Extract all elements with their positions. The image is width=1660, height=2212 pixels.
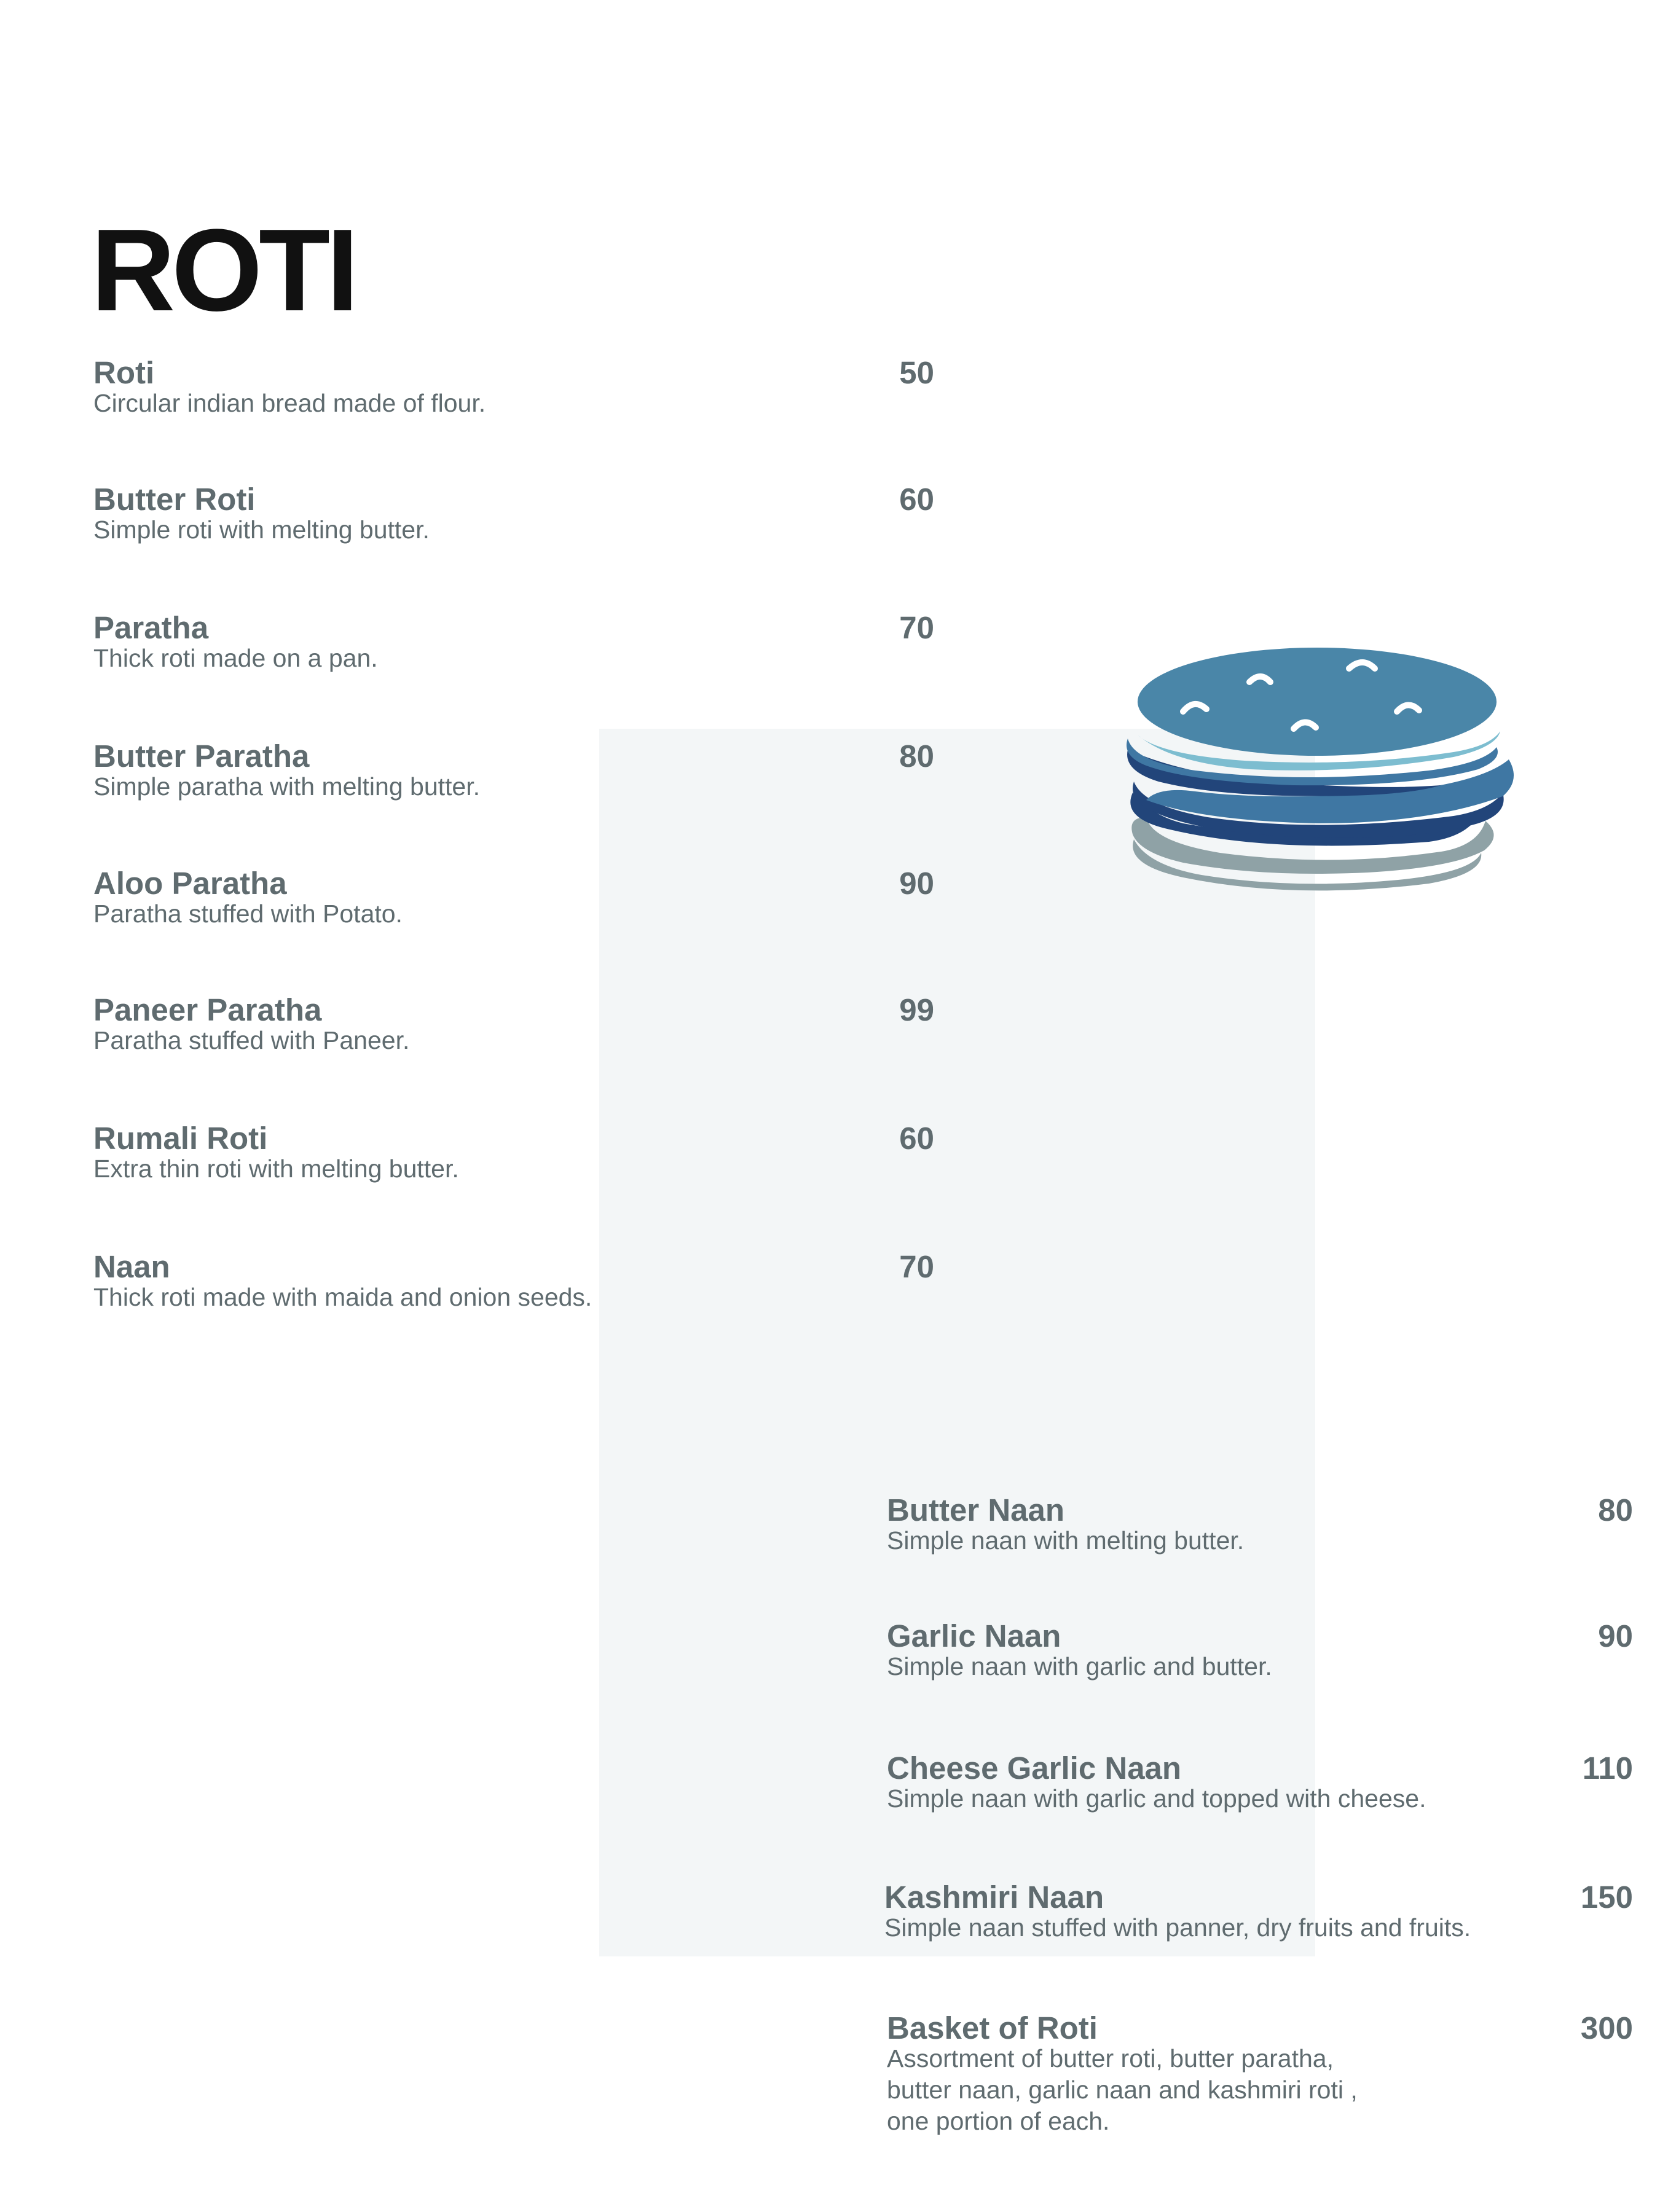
- item-description: Circular indian bread made of flour.: [93, 389, 486, 417]
- item-price: 300: [1580, 2010, 1633, 2045]
- item-price: 80: [899, 739, 934, 774]
- item-name: Butter Roti: [93, 482, 256, 517]
- item-name: Paneer Paratha: [93, 992, 322, 1027]
- item-description: Extra thin roti with melting butter.: [93, 1155, 459, 1183]
- item-description: Simple paratha with melting butter.: [93, 772, 480, 801]
- item-description: Simple naan with garlic and topped with cheese.: [887, 1784, 1426, 1813]
- item-description: Thick roti made on a pan.: [93, 644, 378, 672]
- roti-stack-icon: [1109, 639, 1527, 909]
- item-price: 60: [899, 482, 934, 517]
- item-description: Thick roti made with maida and onion seeds.: [93, 1283, 592, 1311]
- item-price: 99: [899, 992, 934, 1027]
- item-description: Paratha stuffed with Potato.: [93, 900, 403, 928]
- item-description: Simple roti with melting butter.: [93, 516, 430, 544]
- item-name: Roti: [93, 355, 155, 390]
- item-name: Naan: [93, 1249, 170, 1284]
- item-price: 110: [1582, 1751, 1633, 1786]
- item-price: 90: [899, 866, 934, 901]
- menu-title: ROTI: [91, 205, 355, 335]
- item-name: Rumali Roti: [93, 1121, 268, 1156]
- item-name: Butter Paratha: [93, 739, 310, 774]
- item-name: Garlic Naan: [887, 1618, 1061, 1653]
- item-description-line-3: one portion of each.: [887, 2107, 1110, 2135]
- item-name: Aloo Paratha: [93, 866, 287, 901]
- item-name: Kashmiri Naan: [884, 1880, 1104, 1915]
- item-price: 150: [1580, 1880, 1633, 1915]
- item-name: Cheese Garlic Naan: [887, 1751, 1182, 1786]
- item-description: Simple naan with garlic and butter.: [887, 1652, 1272, 1681]
- item-name: Butter Naan: [887, 1492, 1065, 1528]
- item-price: 50: [899, 355, 934, 390]
- item-price: 80: [1598, 1492, 1633, 1528]
- item-description-line-2: butter naan, garlic naan and kashmiri roti ,: [887, 2076, 1358, 2104]
- item-description: Simple naan stuffed with panner, dry fruits and fruits.: [884, 1913, 1471, 1942]
- item-price: 90: [1598, 1618, 1633, 1653]
- item-description: Simple naan with melting butter.: [887, 1526, 1245, 1555]
- item-name: Basket of Roti: [887, 2010, 1098, 2045]
- item-description-line-1: Assortment of butter roti, butter paratha,: [887, 2044, 1334, 2073]
- item-price: 60: [899, 1121, 934, 1156]
- item-price: 70: [899, 1249, 934, 1284]
- item-name: Paratha: [93, 610, 209, 645]
- item-price: 70: [899, 610, 934, 645]
- item-description: Paratha stuffed with Paneer.: [93, 1026, 410, 1054]
